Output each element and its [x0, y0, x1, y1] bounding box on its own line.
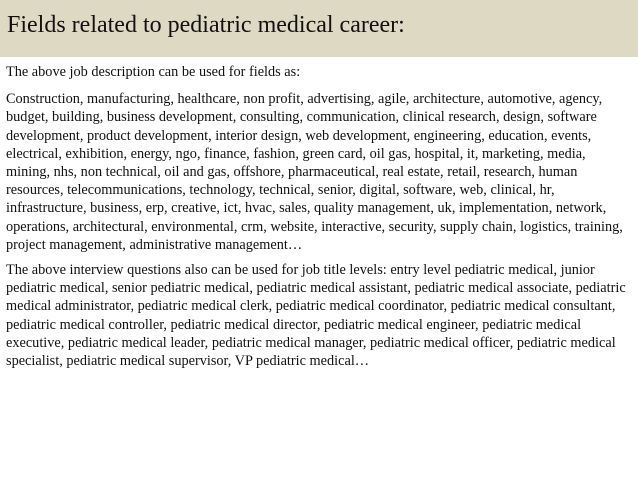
slide-content — [6, 63, 632, 377]
fields-paragraph: Construction, manufacturing, healthcare, non profit, advertising, agile, architecture, automotive, agency, budget, building, business development, consulting, communication, clinical research, design, software development, product development, interior design, web development, engineering, education, events, electrical, exhibition, energy, ngo, finance, fashion, green card, oil gas, hospital, it, marketing, media, mining, nhs, non technical, oil and gas, offshore, pharmaceutical, real estate, retail, research, human resources, telecommunications, technology, technical, senior, digital, software, web, clinical, hr, infrastructure, business, erp, creative, ict, hvac, sales, quality management, uk, implementation, network, operations, architectural, environmental, crm, website, interactive, security, supply chain, logistics, training, project management, administrative management… — [6, 91, 623, 253]
job-levels-paragraph: The above interview questions also can be used for job title levels: entry level pediatric medical, junior pediatric medical, senior pediatric medical, pediatric medical assistant, pediatric medical associate, pediatric medical administrator, pediatric medical clerk, pediatric medical coordinator, pediatric medical consultant, pediatric medical controller, pediatric medical director, pediatric medical engineer, pediatric medical executive, pediatric medical leader, pediatric medical manager, pediatric medical officer, pediatric medical specialist, pediatric medical supervisor, VP pediatric medical… — [6, 262, 626, 370]
title-bar — [0, 0, 638, 57]
intro-text: The above job description can be used for fields as: — [6, 64, 301, 80]
slide-title: Fields related to pediatric medical career: — [7, 12, 405, 38]
